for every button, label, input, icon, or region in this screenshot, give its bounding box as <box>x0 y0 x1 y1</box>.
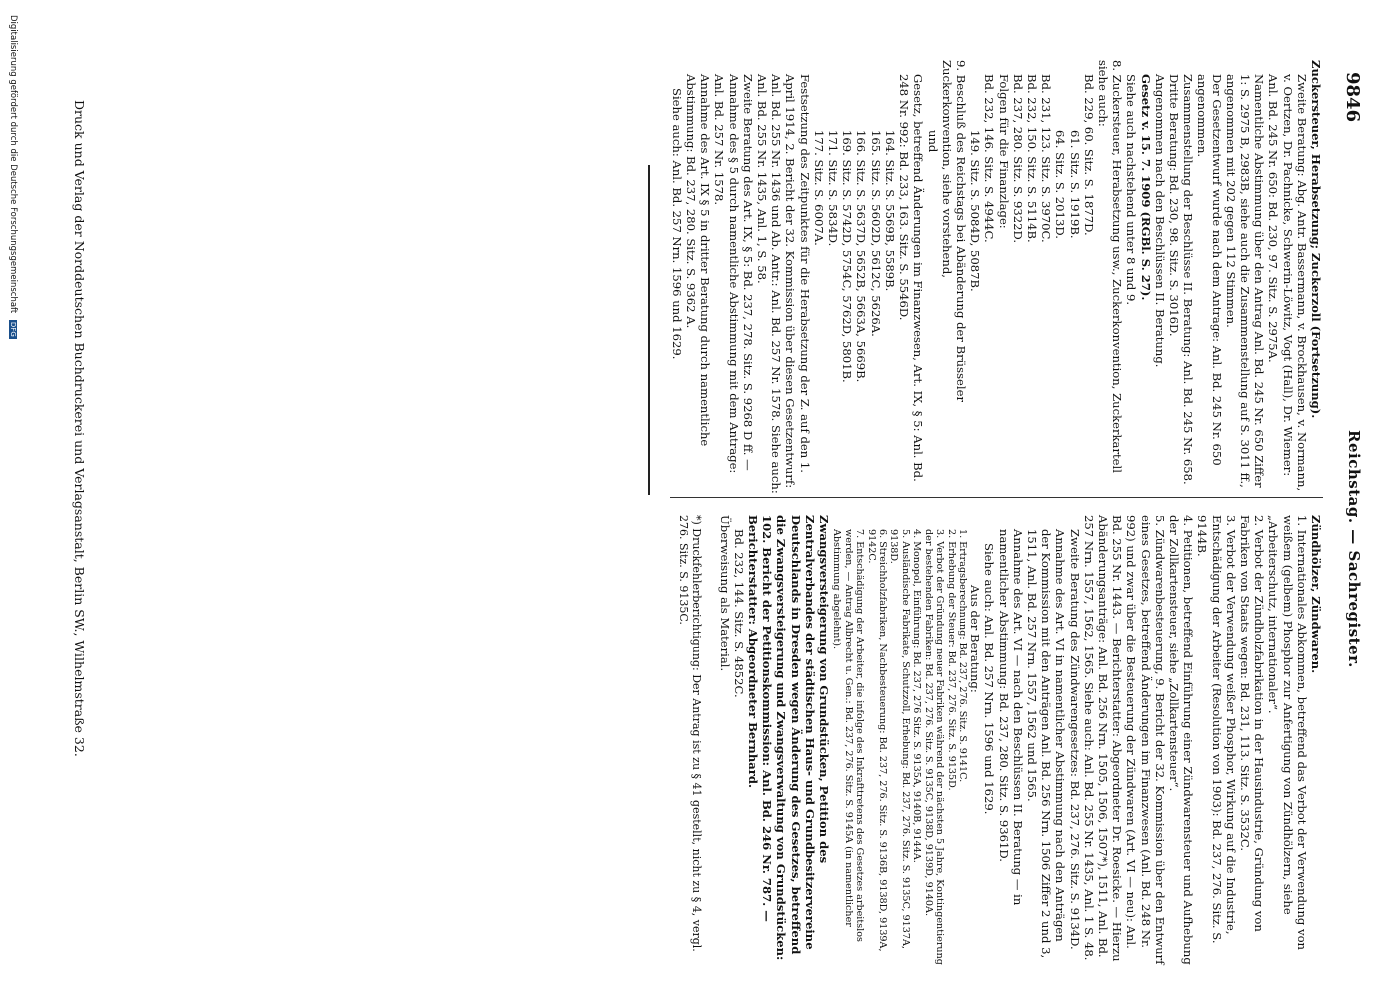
column-divider <box>670 497 1323 498</box>
dfg-logo: DFG <box>9 321 17 337</box>
text-line: Bd. 231, 123. Sitz. S. 3970C. <box>1039 74 1054 243</box>
text-line: Annahme des Art. VI — nach den Beschlüssen II. Beratung — in namentlicher Abstimmung: Bd. 237, 280. Sitz. S. 9361D. <box>996 529 1025 906</box>
text-line: Siehe auch: Anl. Bd. 257 Nrn. 1596 und 1629. <box>982 543 997 815</box>
text-line: Bd. 229, 60. Sitz. S. 1877D. <box>1081 74 1096 236</box>
text-line: Gesetz, betreffend Änderungen im Finanzwesen, Art. IX, § 5: Anl. Bd. 248 Nr. 992: Bd. 233, 163. Sitz. S. 5546D. <box>897 74 926 482</box>
text-line: und <box>925 130 940 153</box>
text-line: 3. Verbot der Verwendung weißer Phosphor, Wirkung auf die Industrie, Entschädigung der Arbeiter (Resolution von 1903): Bd. 237, 276. Sitz. S. 9144B. <box>1195 515 1238 944</box>
text-line: 6. Streichholzfabriken, Nachbesteuerung: Bd. 237, 276. Sitz. S. 9136B, 9138D, 9139A, 9142C. <box>865 529 889 952</box>
text-line: Siehe auch: Anl. Bd. 257 Nrn. 1596 und 1629. <box>669 88 684 360</box>
text-line: 149. Sitz. S. 5084D, 5087B. <box>968 130 983 292</box>
text-line: Bd. 232, 150. Sitz. S. 5114B. <box>1024 74 1039 243</box>
text-line: Zweite Beratung des Zündwarengesetzes: Bd. 237, 276. Sitz. S. 9134D. <box>1067 529 1082 950</box>
text-line: Folgen für die Finanzlage: <box>996 74 1011 229</box>
text-line: Gesetz v. 15. 7. 1909 (RGBl. S. 27). <box>1138 74 1153 301</box>
text-line: Zuckersteuer, Herabsetzung; Zuckerzoll (Fortsetzung). <box>1309 60 1323 419</box>
text-line: Dritte Beratung: Bd. 230, 98. Sitz. S. 3016D. <box>1166 74 1181 337</box>
text-line: 2. Erhebung der Steuer: Bd. 237, 276. Sitz. S. 9135D. <box>945 529 957 791</box>
text-line: Festsetzung des Zeitpunktes für die Herabsetzung der Z. auf den 1. April 1914, 2. Bericht der 32. Kommission über diesen Gesetzentwurf: Anl. Bd. 255 Nr. 1436 und Ab. Antr.: Anl. Bd. 257 Nr. 1578. Siehe auch: Anl. Bd. 255 Nr. 1435, Anl. 1, S. 58. <box>755 74 812 494</box>
text-line: 164. Sitz. S. 5569B, 5589B. <box>882 130 897 292</box>
text-line: 5. Ausländische Fabrikate, Schutzzoll, Erhebung: Bd. 237, 276. Sitz. S. 9135C, 9137A, 9138D. <box>888 529 911 949</box>
text-line: 7. Entschädigung der Arbeiter, die infolge des Inkrafttretens des Gesetzes arbeitslos werden, — Antrag Albrecht u. Gen.: Bd. 237, 276. Sitz. S. 9145A (in namentlicher Abstimmung abgelehnt). <box>831 529 866 942</box>
text-line: 4. Monopol, Einführung: Bd. 237, 276 Sitz. S. 9135A, 9140B, 9144A. <box>911 529 923 863</box>
text-line: 166. Sitz. S. 5637D, 5652B, 5663A, 5669B. <box>854 130 869 383</box>
text-line: Zwangsversteigerung von Grundstücken, Petition des Zentralverbandes der städtischen Haus- und Grundbesitzervereine Deutschlands in Dresden wegen Änderung des Gesetzes, betreffend die Zwangsversteigerung und Zwangsverwaltung von Grundstücken: 102. Bericht der Petitionskommission: Anl. Bd. 246 Nr. 787. — Berichterstatter: Abgeordneter Bernhard. <box>746 515 832 961</box>
text-line: Annahme des Art. IX § 5 in dritter Beratung durch namentliche Abstimmung: Bd. 237, 280. Sitz. S. 9362 A. <box>684 74 713 447</box>
running-header: Reichstag. — Sachregister. <box>1345 430 1363 668</box>
text-line: 165. Sitz. S. 5602D, 5612C, 5626A. <box>868 130 883 337</box>
text-line: Überweisung als Material. <box>717 515 732 672</box>
text-line: 61. Sitz. S. 1919B. <box>1067 130 1082 239</box>
imprint: Druck und Verlag der Norddeutschen Buchdruckerei und Verlagsanstalt, Berlin SW., Wilhelmstraße 32. <box>72 100 87 757</box>
text-line: 4. Petitionen, betreffend Einführung einer Zündwarensteuer und Aufhebung der Zollkartensteuer, siehe „Zollkartensteuer“. <box>1166 515 1196 965</box>
text-line: Angenommen nach den Beschlüssen II. Beratung. <box>1152 74 1167 368</box>
page-number: 9846 <box>1342 72 1363 123</box>
text-line: 9. Beschluß des Reichstags bei Abänderung der Brüsseler Zuckerkonvention, siehe vorstehend, <box>939 60 968 403</box>
text-line: Bd. 237, 280. Sitz. S. 9322D. <box>1010 74 1025 244</box>
text-line: Der Gesetzentwurf wurde nach dem Antrage: Anl. Bd. 245 Nr. 650 angenommen. <box>1195 74 1224 466</box>
text-line: Zusammenstellung der Beschlüsse II. Beratung: Anl. Bd. 245 Nr. 658. <box>1181 74 1196 485</box>
left-column <box>670 60 1323 500</box>
text-line: Zweite Beratung des Art. IX, § 5: Bd. 237, 278. Sitz. S. 9268 D ff. — Annahme des § 5 durch namentliche Abstimmung mit dem Antrage: Anl. Bd. 257 Nr. 1578. <box>712 74 755 474</box>
text-line: Zweite Beratung: Abg. Antr. Bassermann, v. Brockhausen, v. Normann, v. Oertzen, Dr. Pachnicke, Schwerin-Löwitz, Vogt (Hall), Dr. Wiemer: Anl. Bd. 245 Nr. 650: Bd. 230, 97. Sitz. S. 2975A. <box>1266 74 1309 492</box>
right-column <box>717 515 1323 965</box>
text-line: Bd. 232, 146. Sitz. S. 4944C. <box>982 74 997 243</box>
text-line: 177. Sitz. S. 6007A. <box>811 130 826 246</box>
text-line: 2. Verbot der Zündholzfabrikation in der Hausindustrie, Gründung von Fabriken von Staats wegen: Bd. 231, 113. Sitz. S. 3532C. <box>1237 515 1267 932</box>
text-line: 1. Internationales Abkommen, betreffend das Verbot der Verwendung von weißem (gelbem) Phosphor zur Anfertigung von Zündhölzern, siehe „Arbeiterschutz, internationaler“. <box>1266 515 1309 951</box>
end-rule <box>648 165 650 495</box>
text-line: 5. Zündwarenbesteuerung, 9. Bericht der 32. Kommission über den Entwurf eines Gesetzes, betreffend Änderungen im Finanzwesen (Anl. Bd. 248 Nr. 992) und zwar über die Besteuerung der Zündwaren (Art. VI — neu): Anl. Bd. 255 Nr. 1443. — Berichterstatter: Abgeordneter Dr. Roesicke. — Hierzu Abänderungsanträge: Anl. Bd. 256 Nrn. 1505, 1506, 1507*), 1511, Anl. Bd. 257 Nrn. 1557, 1562, 1565. Siehe auch: Anl. Bd. 255 Nr. 1435, Anl. 1 S. 48. <box>1081 515 1167 965</box>
text-line: 1. Ertragsberechnung: Bd. 237, 276. Sitz. S. 9141C. <box>956 529 968 783</box>
text-line: 169. Sitz. S. 5742D, 5754C, 5762D, 5801B. <box>840 130 855 383</box>
margin-note-text: Digitalisierung gefördert durch die Deutsche Forschungsgemeinschaft <box>8 15 18 314</box>
text-line: Zündhölzer, Zündwaren. <box>1309 515 1323 674</box>
text-line: Aus der Beratung: <box>968 585 983 693</box>
text-line: 171. Sitz. S. 5834D. <box>826 130 841 247</box>
text-line: Siehe auch nachstehend unter 8 und 9. <box>1124 74 1139 306</box>
footnote: *) Druckfehlerberichtigung: Der Antrag ist zu § 41 gestellt, nicht zu § 4, vergl. 276. Sitz. S. 9135C. <box>677 515 703 952</box>
text-line: Namentliche Abstimmung über den Antrag Anl. Bd. 245 Nr. 650 Ziffer 1: S. 2975 B, 2983B, siehe auch die Zusammenstellung auf S. 3011 ff., angenommen mit 202 gegen 112 Stimmen. <box>1223 74 1267 488</box>
margin-note <box>8 15 18 339</box>
text-line: Bd. 232, 144. Sitz. S. 4852C. <box>731 529 746 698</box>
text-line: Annahme des Art. VI in namentlicher Abstimmung nach den Anträgen der Kommission mit den Anträgen Anl. Bd. 256 Nrn. 1506 Ziffer 2 und 3, 1511, Anl. Bd. 257 Nrn. 1557, 1562 und 1565. <box>1024 529 1068 959</box>
text-line: 64. Sitz. S. 2013D. <box>1053 130 1068 239</box>
text-line: 3. Verbot der Gründung neuer Fabriken während der nächsten 5 Jahre, Kontingentierung der bestehenden Fabriken: Bd. 237, 276. Sitz. S. 9135C, 9138D, 9139D, 9140A. <box>922 529 946 965</box>
text-line: 8. Zuckersteuer, Herabsetzung usw., Zuckerkonvention, Zuckerkartell siehe auch: <box>1095 60 1125 473</box>
